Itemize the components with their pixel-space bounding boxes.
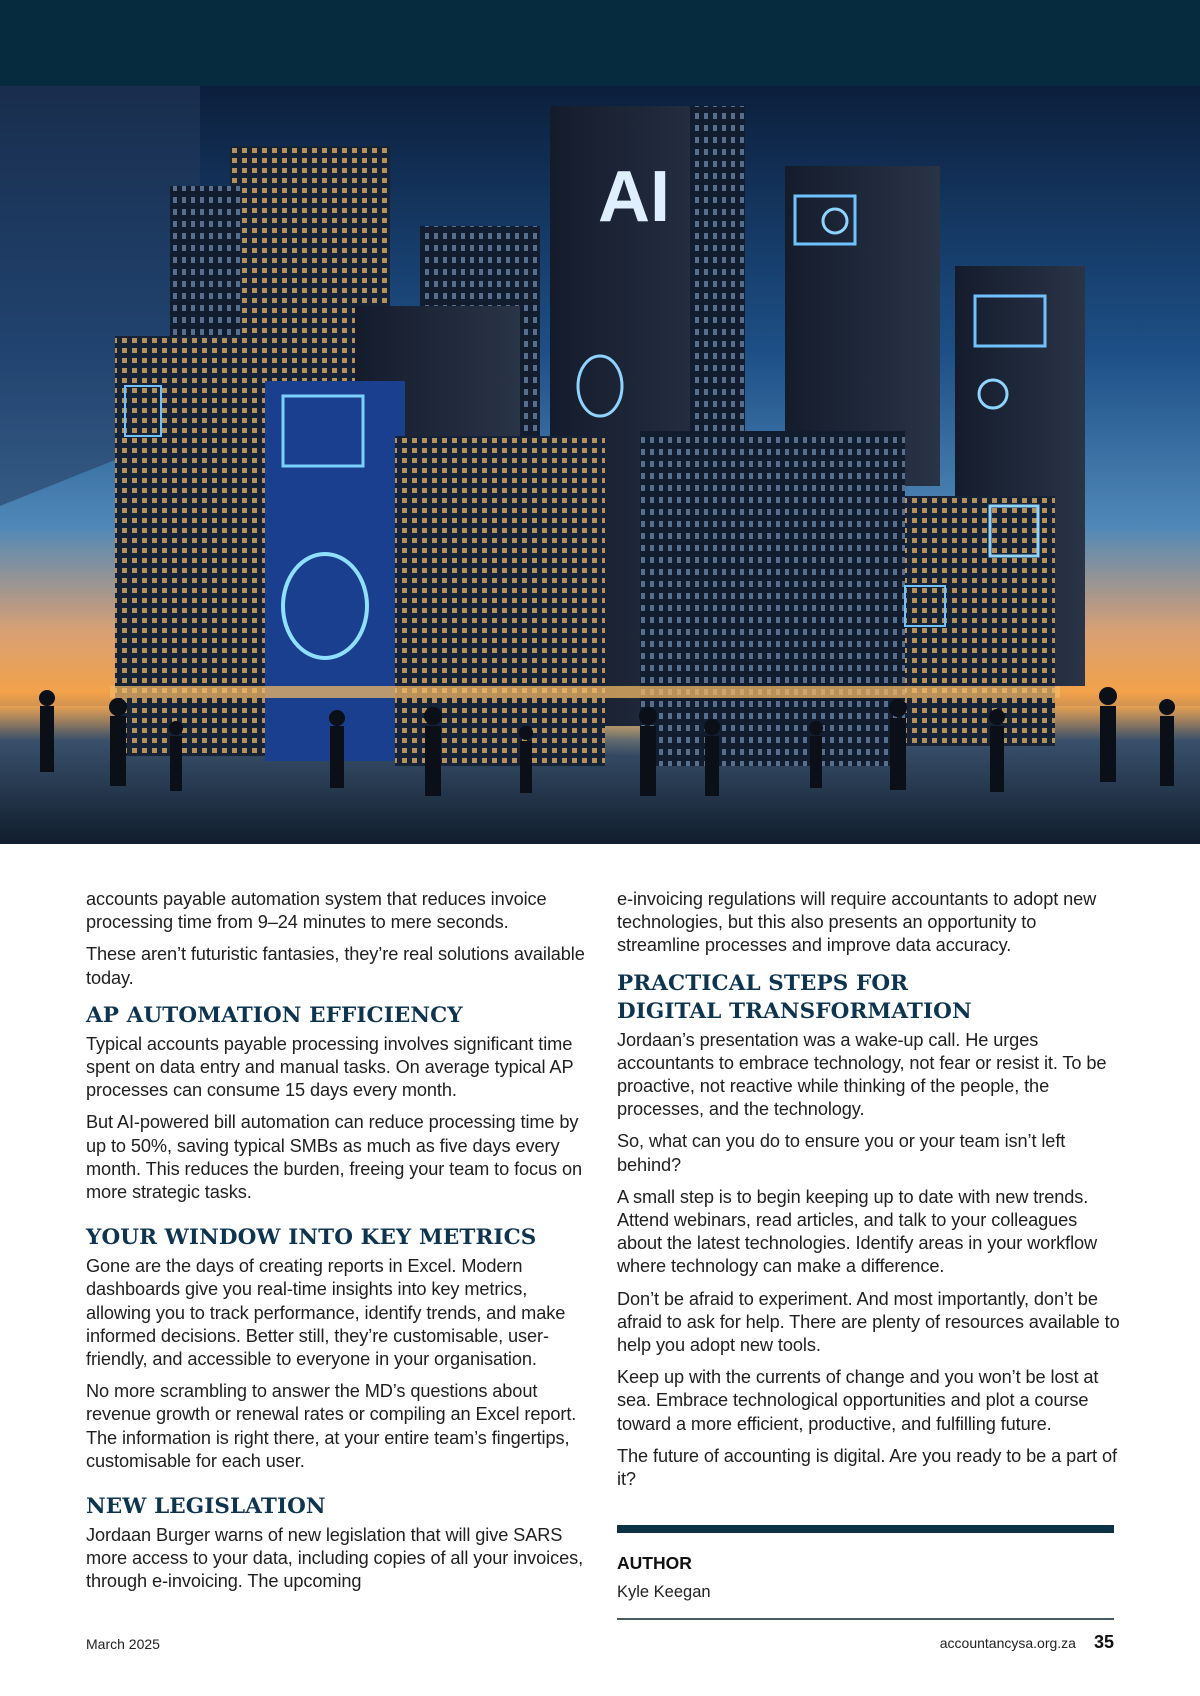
paragraph: No more scrambling to answer the MD’s questions about revenue growth or renewal rates or compiling an Excel report. The information is right there, at your entire team’s fingertips, customisable for each user.	[86, 1381, 577, 1471]
footer-date: March 2025	[86, 1636, 160, 1652]
paragraph: Gone are the days of creating reports in Excel. Modern dashboards give you real-time insights into key metrics, allowing you to track performance, identify trends, and make informed decisions. Better still, they’re customisable, user-friendly, and accessible to everyone in your organisation.	[86, 1256, 566, 1370]
paragraph: The future of accounting is digital. Are you ready to be a part of it?	[617, 1445, 1117, 1490]
paragraph: Typical accounts payable processing involves significant time spent on data entry and manual tasks. On average typical AP processes can consume 15 days every month.	[86, 1033, 574, 1101]
ai-city-illustration	[0, 86, 1200, 844]
hero-image	[0, 86, 1200, 844]
section-heading-key-metrics: YOUR WINDOW INTO KEY METRICS	[86, 1225, 537, 1251]
section-heading-practical-steps	[617, 970, 1122, 1026]
paragraph: accounts payable automation system that reduces invoice processing time from 9–24 minutes to mere seconds.	[86, 889, 547, 933]
author-box	[617, 1525, 1114, 1620]
page-number: 35	[1093, 1632, 1114, 1652]
section-heading-new-legislation: NEW LEGISLATION	[86, 1494, 326, 1520]
heading-line: PRACTICAL STEPS FOR	[617, 970, 909, 996]
paragraph: Jordaan Burger warns of new legislation that will give SARS more access to your data, including copies of all your invoices, through e-invoicing. The upcoming	[86, 1525, 584, 1592]
author-divider	[617, 1525, 1114, 1533]
paragraph: Jordaan’s presentation was a wake-up call. He urges accountants to embrace technology, not fear or resist it. To be proactive, not reactive while thinking of the people, the processes, and the technology.	[617, 1029, 1107, 1120]
article-column-left	[86, 888, 591, 1603]
author-name: Kyle Keegan	[617, 1583, 711, 1601]
ai-sign: AI	[598, 157, 670, 237]
author-label: AUTHOR	[617, 1553, 692, 1573]
footer-url[interactable]: accountancysa.org.za	[939, 1635, 1076, 1651]
paragraph: These aren’t futuristic fantasies, they’re real solutions available today.	[86, 944, 585, 988]
author-bottom-divider	[617, 1618, 1114, 1620]
top-band	[0, 0, 1200, 86]
paragraph: e-invoicing regulations will require accountants to adopt new technologies, but this also presents an opportunity to streamline processes and improve data accuracy.	[617, 889, 1097, 956]
paragraph: A small step is to begin keeping up to date with new trends. Attend webinars, read articles, and talk to your colleagues about the latest technologies. Identify areas in your workflow where technology can make a difference.	[617, 1186, 1098, 1277]
article-column-right	[617, 888, 1122, 1500]
heading-line: DIGITAL TRANSFORMATION	[617, 998, 972, 1024]
section-heading-ap-automation: AP AUTOMATION EFFICIENCY	[86, 1002, 463, 1028]
paragraph: Keep up with the currents of change and you won’t be lost at sea. Embrace technological opportunities and plot a course toward a more efficient, productive, and fulfilling future.	[617, 1367, 1099, 1434]
footer-right	[940, 1632, 1114, 1653]
paragraph: So, what can you do to ensure you or your team isn’t left behind?	[617, 1131, 1066, 1175]
paragraph: Don’t be afraid to experiment. And most importantly, don’t be afraid to ask for help. There are plenty of resources available to help you adopt new tools.	[617, 1288, 1120, 1356]
paragraph: But AI-powered bill automation can reduce processing time by up to 50%, saving typical SMBs as much as five days every month. This reduces the burden, freeing your team to focus on more strategic tasks.	[86, 1112, 583, 1203]
